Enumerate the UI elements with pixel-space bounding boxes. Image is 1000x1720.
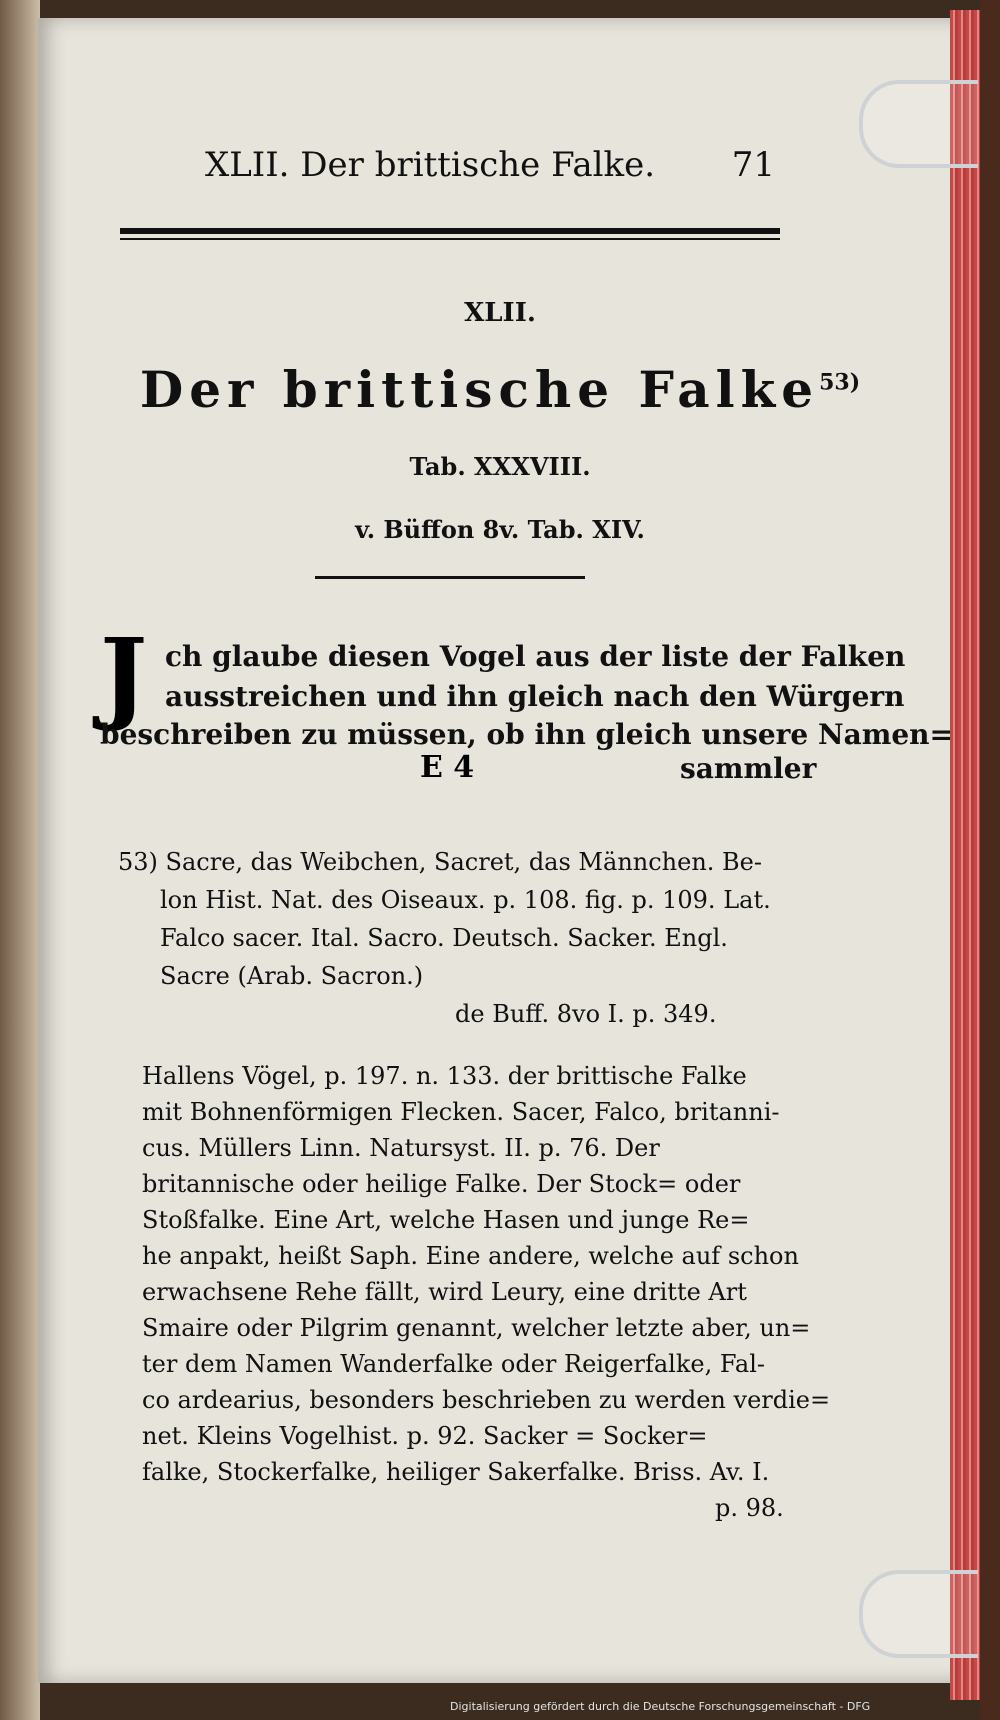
signature-mark: E 4 [420,750,475,785]
buffon-reference: v. Büffon 8v. Tab. XIV. [355,515,645,544]
body-line-3: beschreiben zu müssen, ob ihn gleich unsere Namen= [100,718,953,751]
running-header [205,145,775,185]
footnote-line-3: Falco sacer. Ital. Sacro. Deutsch. Sacker. Engl. [160,924,728,952]
note-line-13: p. 98. [715,1494,784,1522]
note-line-11: net. Kleins Vogelhist. p. 92. Sacker = Socker= [142,1422,708,1450]
footnote-line-1: 53) Sacre, das Weibchen, Sacret, das Männchen. Be- [118,848,762,876]
note-line-6: he anpakt, heißt Saph. Eine andere, welche auf schon [142,1242,799,1270]
chapter-title [0,360,1000,419]
running-title: XLII. Der brittische Falke. [205,145,656,185]
note-line-7: erwachsene Rehe fällt, wird Leury, eine dritte Art [142,1278,747,1306]
chapter-title-text: Der brittische Falke [139,360,820,419]
header-rule-thin [120,238,780,240]
footnote-line-2: lon Hist. Nat. des Oiseaux. p. 108. fig. p. 109. Lat. [160,886,771,914]
book-cover-edge [980,0,1000,1720]
header-rule [120,228,780,234]
note-line-2: mit Bohnenförmigen Flecken. Sacer, Falco, britanni- [142,1098,780,1126]
footnote-line-4: Sacre (Arab. Sacron.) [160,962,424,990]
footnote-marker: 53) [819,369,861,396]
catchword: sammler [680,752,817,785]
note-line-9: ter dem Namen Wanderfalke oder Reigerfalke, Fal- [142,1350,765,1378]
chapter-number: XLII. [464,298,536,328]
page-clip-bottom [859,1570,978,1658]
note-line-12: falke, Stockerfalke, heiliger Sakerfalke. Briss. Av. I. [142,1458,770,1486]
note-line-5: Stoßfalke. Eine Art, welche Hasen und junge Re= [142,1206,750,1234]
note-line-8: Smaire oder Pilgrim genannt, welcher letzte aber, un= [142,1314,811,1342]
drop-cap: J [100,616,148,734]
note-line-10: co ardearius, besonders beschrieben zu werden verdie= [142,1386,831,1414]
left-page-fold [0,0,40,1720]
page-number: 71 [731,145,775,185]
note-line-4: britannische oder heilige Falke. Der Stock= oder [142,1170,741,1198]
page-clip-top [859,80,978,168]
dfg-credit: Digitalisierung gefördert durch die Deutsche Forschungsgemeinschaft - DFG [450,1700,871,1713]
note-line-3: cus. Müllers Linn. Natursyst. II. p. 76. Der [142,1134,660,1162]
body-line-1: ch glaube diesen Vogel aus der liste der Falken [165,640,906,673]
body-line-2: ausstreichen und ihn gleich nach den Würgern [165,680,905,713]
page-edges [950,10,980,1700]
note-line-1: Hallens Vögel, p. 197. n. 133. der brittische Falke [142,1062,747,1090]
footnote-line-5: de Buff. 8vo I. p. 349. [455,1000,717,1028]
section-rule [315,576,585,579]
plate-reference: Tab. XXXVIII. [409,452,591,481]
